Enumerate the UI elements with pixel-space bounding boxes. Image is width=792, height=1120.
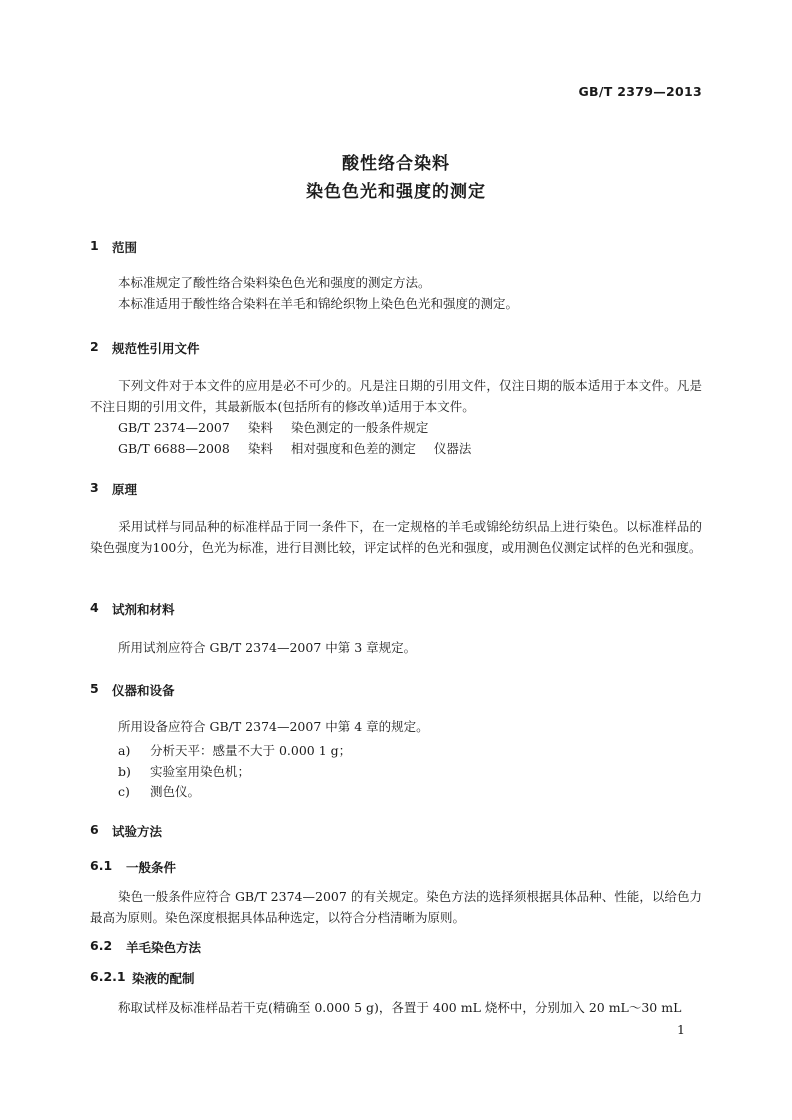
section-title: 原理 [112,482,138,497]
section-heading-4 [90,600,175,618]
paragraph [90,998,702,1019]
subsection-heading-6-2-1 [90,969,195,987]
section-title: 羊毛染色方法 [126,940,202,955]
section-number: 3 [90,480,99,495]
page-number: 1 [677,1022,685,1037]
normative-reference [118,439,485,457]
section-title: 范围 [112,240,138,255]
section-title: 一般条件 [126,860,177,875]
reference-title-part: 染料 [247,420,273,435]
paragraph-text: 染色一般条件应符合 GB/T 2374—2007 的有关规定。染色方法的选择须根据具体品种、性能，以给色力最高为原则。染色深度根据具体品种选定，以符合分档清晰为原则。 [90,889,702,925]
paragraph-text: 下列文件对于本文件的应用是必不可少的。凡是注日期的引用文件，仅注日期的版本适用于本文件。凡是不注日期的引用文件，其最新版本(包括所有的修改单)适用于本文件。 [90,378,702,414]
list-label: b) [118,764,131,779]
reference-title-part: 仪器法 [433,441,472,456]
section-number: 6.1 [90,858,113,873]
list-text: 分析天平：感量不大于 0.000 1 g； [149,743,352,758]
list-label: a) [118,743,131,758]
paragraph [90,717,702,738]
section-title: 规范性引用文件 [112,341,200,356]
section-number: 2 [90,339,99,354]
list-text: 实验室用染色机； [149,764,250,779]
paragraph-text: 称取试样及标准样品若干克(精确至 0.000 5 g)，各置于 400 mL 烧杯中，分别加入 20 mL～30 mL [118,1000,682,1015]
section-number: 5 [90,681,99,696]
section-title: 试验方法 [112,824,163,839]
reference-title-part: 染色测定的一般条件规定 [290,420,429,435]
section-number: 1 [90,238,99,253]
section-number: 4 [90,600,99,615]
section-heading-3 [90,480,137,498]
paragraph-text: 本标准规定了酸性络合染料染色色光和强度的测定方法。 [118,275,431,290]
section-number: 6.2.1 [90,969,126,984]
paragraph-text: 本标准适用于酸性络合染料在羊毛和锦纶织物上染色色光和强度的测定。 [118,296,519,311]
list-text: 测色仪。 [149,784,200,799]
section-heading-6 [90,822,162,840]
section-title: 试剂和材料 [112,602,175,617]
list-item [118,741,351,759]
section-title: 染液的配制 [132,971,195,986]
standard-code: GB/T 2379—2013 [578,84,702,99]
section-heading-5 [90,681,175,699]
document-title-line1: 酸性络合染料 [342,154,450,174]
paragraph [90,376,702,417]
paragraph [90,273,702,294]
section-number: 6 [90,822,99,837]
paragraph-text: 所用设备应符合 GB/T 2374—2007 中第 4 章的规定。 [118,719,429,734]
reference-code: GB/T 6688—2008 [118,441,230,456]
paragraph [90,517,702,558]
document-title-line2: 染色色光和强度的测定 [306,182,486,202]
paragraph [90,638,702,659]
subsection-heading-6-2 [90,938,201,956]
section-heading-1 [90,238,137,256]
reference-title-part: 染料 [247,441,273,456]
list-item [118,762,250,780]
paragraph [90,294,702,315]
section-heading-2 [90,339,200,357]
section-title: 仪器和设备 [112,683,175,698]
reference-code: GB/T 2374—2007 [118,420,230,435]
list-label: c) [118,784,130,799]
paragraph-text: 采用试样与同品种的标准样品于同一条件下，在一定规格的羊毛或锦纶纺织品上进行染色。以标准样品的染色强度为100分，色光为标准，进行目测比较，评定试样的色光和强度，或用测色仪测定试样的色光和强度。 [90,519,702,555]
reference-title-part: 相对强度和色差的测定 [290,441,416,456]
paragraph-text: 所用试剂应符合 GB/T 2374—2007 中第 3 章规定。 [118,640,417,655]
paragraph [90,887,702,928]
list-item [118,782,200,800]
normative-reference [118,418,442,436]
section-number: 6.2 [90,938,113,953]
subsection-heading-6-1 [90,858,176,876]
